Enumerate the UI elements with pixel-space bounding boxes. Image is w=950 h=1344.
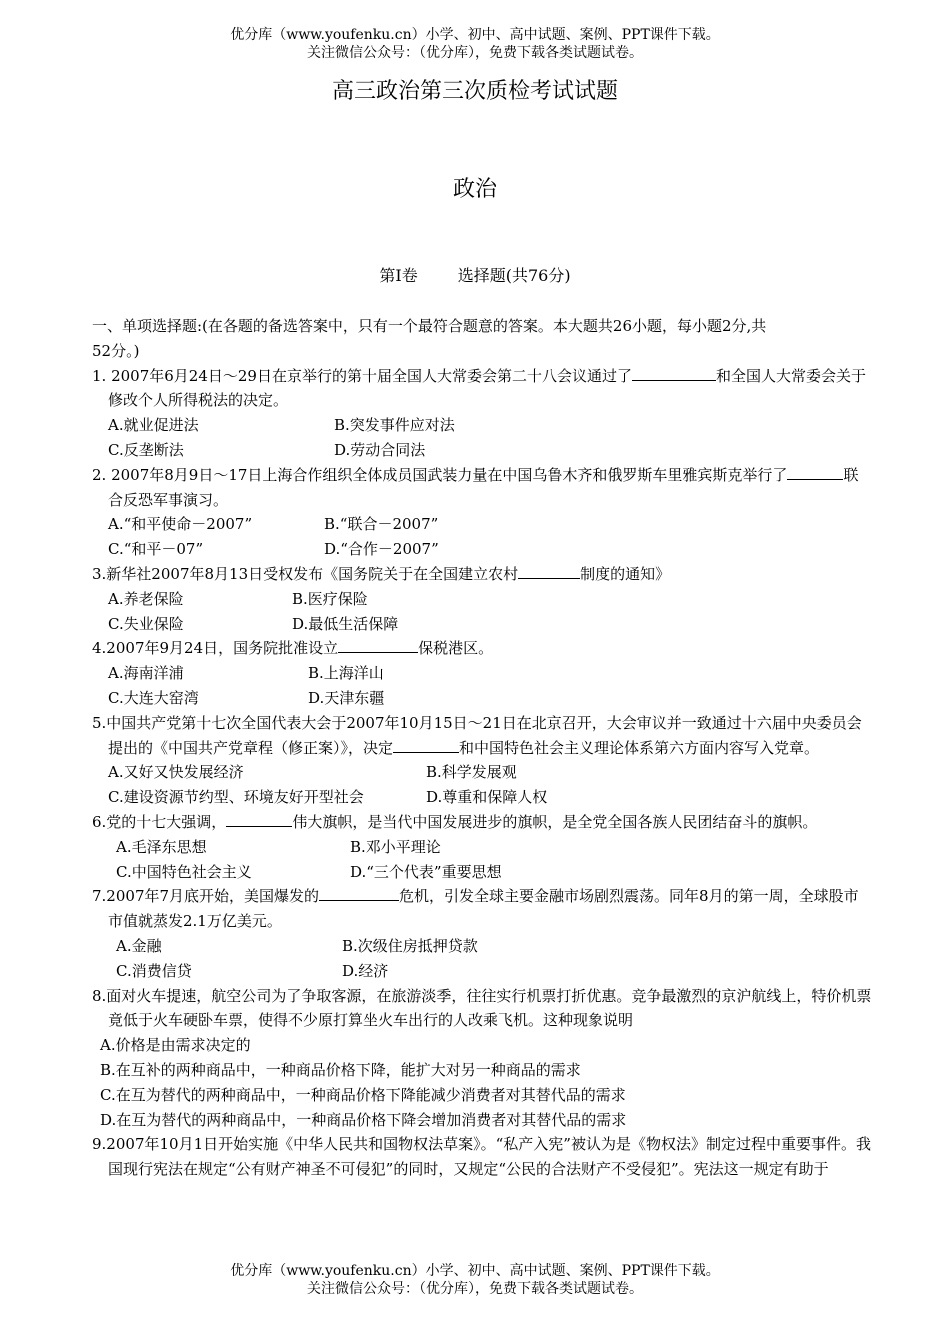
- option-a: A.毛泽东思想: [116, 837, 207, 856]
- options-row: [92, 760, 872, 785]
- option-c: C.失业保险: [108, 614, 184, 633]
- option-b: B.在互补的两种商品中，一种商品价格下降，能扩大对另一种商品的需求: [100, 1060, 581, 1079]
- question-stem: 7.2007年7月底开始，美国爆发的: [92, 887, 320, 906]
- question-body: [92, 314, 872, 1182]
- option-a: A.就业促进法: [108, 416, 199, 435]
- options-row: [92, 785, 872, 810]
- question-5: [92, 711, 872, 761]
- answer-blank: [226, 812, 292, 827]
- subject-title: 政治: [452, 177, 497, 202]
- option-c: C.反垄断法: [108, 440, 184, 459]
- question-stem: 和中国特色社会主义理论体系第六方面内容写入党章。: [459, 738, 820, 757]
- question-3: [92, 562, 872, 587]
- option-a: A.金融: [116, 936, 162, 955]
- answer-blank: [338, 638, 418, 653]
- options-row: [92, 661, 872, 686]
- option-c: C.消费信贷: [116, 961, 192, 980]
- options-row: [92, 860, 872, 885]
- option-c: C.“和平－07”: [108, 540, 204, 559]
- options-row: [92, 413, 872, 438]
- option-d: D.劳动合同法: [334, 440, 426, 459]
- answer-blank: [393, 738, 459, 753]
- option-a: A.养老保险: [108, 589, 184, 608]
- question-stem: 危机，引发全球主要金融市场剧烈震荡。同年8月的第一周，全球股市市值就蒸发2.1万亿美元。: [108, 887, 859, 931]
- option-b: B.突发事件应对法: [334, 416, 455, 435]
- options-row: [92, 512, 872, 537]
- question-stem: 3.新华社2007年8月13日受权发布《国务院关于在全国建立农村: [92, 564, 519, 583]
- option-a: A.价格是由需求决定的: [100, 1036, 251, 1055]
- question-6: [92, 810, 872, 835]
- option-d: D.在互为替代的两种商品中，一种商品价格下降会增加消费者对其替代品的需求: [100, 1110, 627, 1129]
- page-footer: [0, 1262, 950, 1298]
- header-line-1: 优分库（www.youfenku.cn）小学、初中、高中试题、案例、PPT课件下载。: [230, 27, 720, 43]
- question-stem: 制度的通知》: [580, 564, 671, 583]
- instructions-line-2: 52分。): [92, 341, 140, 360]
- section-heading: [0, 264, 950, 288]
- instructions-line-1: 一、单项选择题:(在各题的备选答案中，只有一个最符合题意的答案。本大题共26小题，每小题2分,共: [92, 317, 767, 335]
- question-4: [92, 636, 872, 661]
- option-b: B.次级住房抵押贷款: [342, 936, 478, 955]
- option-c: C.大连大窑湾: [108, 688, 199, 707]
- options-row: [92, 587, 872, 612]
- question-9: 9.2007年10月1日开始实施《中华人民共和国物权法草案》。“私产入宪”被认为是《物权法》制定过程中重要事件。我国现行宪法在规定“公有财产神圣不可侵犯”的同时，又规定“公民的合法财产不受侵犯”。宪法这一规定有助于: [92, 1135, 871, 1179]
- question-stem: 保税港区。: [418, 639, 494, 658]
- question-7: [92, 884, 872, 934]
- question-stem: 1. 2007年6月24日～29日在京举行的第十届全国人大常委会第二十八会议通过了: [92, 366, 632, 385]
- question-8: 8.面对火车提速，航空公司为了争取客源，在旅游淡季，往往实行机票打折优惠。竞争最激烈的京沪航线上，特价机票竟低于火车硬卧车票，使得不少原打算坐火车出行的人改乘飞机。这种现象说明: [92, 986, 872, 1030]
- option-b: B.上海洋山: [308, 664, 384, 683]
- option-d: D.天津东疆: [308, 688, 385, 707]
- option-a: A.又好又快发展经济: [108, 763, 244, 782]
- options-row: [92, 612, 872, 637]
- option-d: D.经济: [342, 961, 389, 980]
- exam-title: 高三政治第三次质检考试试题: [331, 79, 618, 104]
- option-b: B.“联合－2007”: [324, 515, 439, 534]
- option-a: A.“和平使命－2007”: [108, 515, 253, 534]
- options-row: [92, 537, 872, 562]
- question-stem: 联合反恐军事演习。: [108, 465, 859, 509]
- option-a: A.海南洋浦: [108, 664, 184, 683]
- option-d: D.尊重和保障人权: [426, 788, 548, 807]
- answer-blank: [518, 564, 580, 579]
- option-b: B.医疗保险: [292, 589, 368, 608]
- options-row: [92, 438, 872, 463]
- question-stem: 6.党的十七大强调，: [92, 812, 227, 831]
- question-stem: 伟大旗帜，是当代中国发展进步的旗帜，是全党全国各族人民团结奋斗的旗帜。: [292, 812, 818, 831]
- footer-line-2: 关注微信公众号：（优分库），免费下载各类试题试卷。: [307, 1281, 643, 1297]
- option-b: B.邓小平理论: [350, 837, 441, 856]
- footer-line-1: 优分库（www.youfenku.cn）小学、初中、高中试题、案例、PPT课件下载。: [230, 1263, 720, 1279]
- options-row: [92, 686, 872, 711]
- question-2: [92, 463, 872, 513]
- option-c: C.在互为替代的两种商品中，一种商品价格下降能减少消费者对其替代品的需求: [100, 1085, 626, 1104]
- answer-blank: [787, 465, 843, 480]
- question-stem: 5.中国共产党第十七次全国代表大会于2007年10月15日～21日在北京召开，大会审议并一致通过十六届中央委员会提出的《中国共产党章程（修正案）》，决定: [92, 713, 862, 757]
- answer-blank: [319, 886, 399, 901]
- question-stem: 和全国人大常委会关于修改个人所得税法的决定。: [108, 366, 866, 410]
- question-1: [92, 364, 872, 414]
- answer-blank: [632, 366, 716, 381]
- question-stem: 2. 2007年8月9日～17日上海合作组织全体成员国武装力量在中国乌鲁木齐和俄罗斯车里雅宾斯克举行了: [92, 465, 788, 484]
- options-row: [92, 835, 872, 860]
- option-d: D.“三个代表”重要思想: [350, 862, 502, 881]
- section-part: 第Ⅰ卷: [379, 266, 418, 285]
- option-c: C.建设资源节约型、环境友好开型社会: [108, 788, 364, 807]
- option-d: D.“合作－2007”: [324, 540, 439, 559]
- option-d: D.最低生活保障: [292, 614, 399, 633]
- option-c: C.中国特色社会主义: [116, 862, 252, 881]
- question-stem: 4.2007年9月24日，国务院批准设立: [92, 639, 339, 658]
- page-header: [0, 26, 950, 62]
- option-b: B.科学发展观: [426, 763, 517, 782]
- options-row: [92, 934, 872, 959]
- header-line-2: 关注微信公众号：（优分库），免费下载各类试题试卷。: [307, 45, 643, 61]
- section-name: 选择题(共76分): [457, 266, 571, 285]
- options-row: [92, 959, 872, 984]
